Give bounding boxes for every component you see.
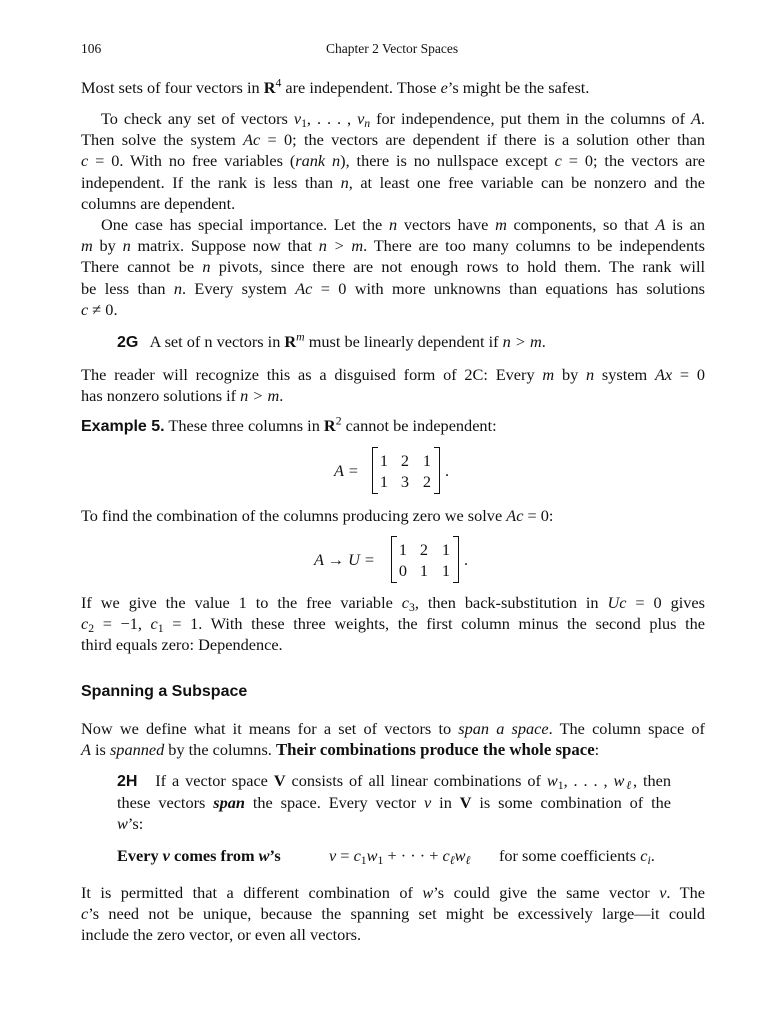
equation-tail: for some coefficients $c_i$. — [499, 846, 655, 867]
matrix-cell: 1 — [419, 561, 429, 580]
theorem-label: 2G — [117, 334, 139, 351]
matrix-cell: 2 — [400, 451, 410, 470]
paragraph-span-definition: Now we define what it means for a set of vectors to span a space. The column space of A is spanned by the columns. Their combinations produce the whole space: — [81, 719, 705, 760]
matrix-bracket — [391, 536, 459, 583]
matrix-cell: 1 — [422, 451, 432, 470]
matrix-cell: 1 — [379, 472, 389, 491]
theorem-2g: 2G A set of n vectors in $R^m$ must be linearly dependent if n > m. — [117, 330, 546, 351]
running-header — [81, 38, 705, 56]
equation-formula: $v = c_1w_1$ + · · · + $c_\ell w_\ell$ — [329, 846, 471, 867]
example-label: Example 5. — [81, 418, 165, 435]
equation-period: . — [445, 461, 450, 480]
paragraph-special-case: One case has special importance. Let the n vectors have m components, so that A is an m by n matrix. Suppose now that n > m. There are too many columns to be independents There cannot be n pivots, since there are not enough rows to hold them. The rank will be less than n. Every system Ac = 0 with more unknowns than equations has solutions c ≠ 0. — [81, 215, 706, 319]
paragraph-disguised-form: The reader will recognize this as a disguised form of 2C: Every m by n system Ax = 0 has nonzero solutions if n > m. — [81, 365, 705, 406]
page-number: 106 — [81, 41, 102, 56]
theorem-label: 2H — [117, 773, 138, 790]
matrix-cell: 1 — [441, 540, 451, 559]
paragraph-find-combination: To find the combination of the columns producing zero we solve Ac = 0: — [81, 506, 554, 525]
matrix-cell: 2 — [419, 540, 429, 559]
matrix-cell: 1 — [441, 561, 451, 580]
equation-lhs: A → U = — [314, 550, 375, 569]
equation-caption: Every v comes from w’s — [117, 846, 281, 865]
matrix-cell: 3 — [400, 472, 410, 491]
paragraph-not-unique: It is permitted that a different combination of w’s could give the same vector v. The c’s need not be unique, because the spanning set might be excessively large—it could include the zero vector, or even all vectors. — [81, 883, 705, 945]
example-5: Example 5. These three columns in $R^2$ cannot be independent: — [81, 414, 497, 435]
chapter-title: Chapter 2 Vector Spaces — [326, 41, 459, 56]
matrix-bracket — [372, 447, 440, 494]
matrix-cell: 0 — [398, 561, 408, 580]
matrix-cell: 2 — [422, 472, 432, 491]
matrix-cell: 1 — [398, 540, 408, 559]
paragraph-intro: Most sets of four vectors in $R^4$ are independent. Those e’s might be the safest. — [81, 76, 590, 97]
equation-lhs: A = — [334, 461, 359, 480]
equation-spanning — [117, 845, 281, 866]
theorem-2h: 2H If a vector space V consists of all linear combinations of $w_1$, . . . , $w_\ell$, then these vectors span the space. Every vector v in V is some combination of the w’s: — [117, 771, 672, 834]
equation-period: . — [464, 550, 469, 569]
matrix-cell: 1 — [379, 451, 389, 470]
paragraph-back-substitution: If we give the value 1 to the free variable $c_3$, then back-substitution in Uc = 0 gives $c_2 = -1$, $c_1 = 1$. With these three weights, the first column minus the second plus the third equals zero: Dependence. — [81, 593, 705, 655]
paragraph-check-independence: To check any set of vectors $v_1$, . . . , $v_n$ for independence, put them in the columns of A. Then solve the system Ac = 0; the vectors are dependent if there is a solution other than c = 0. With no free variables (rank n), there is no nullspace except c = 0; the vectors are independent. If the rank is less than n, at least one free variable can be nonzero and the columns are dependent. — [81, 109, 706, 213]
section-heading: Spanning a Subspace — [81, 683, 248, 700]
